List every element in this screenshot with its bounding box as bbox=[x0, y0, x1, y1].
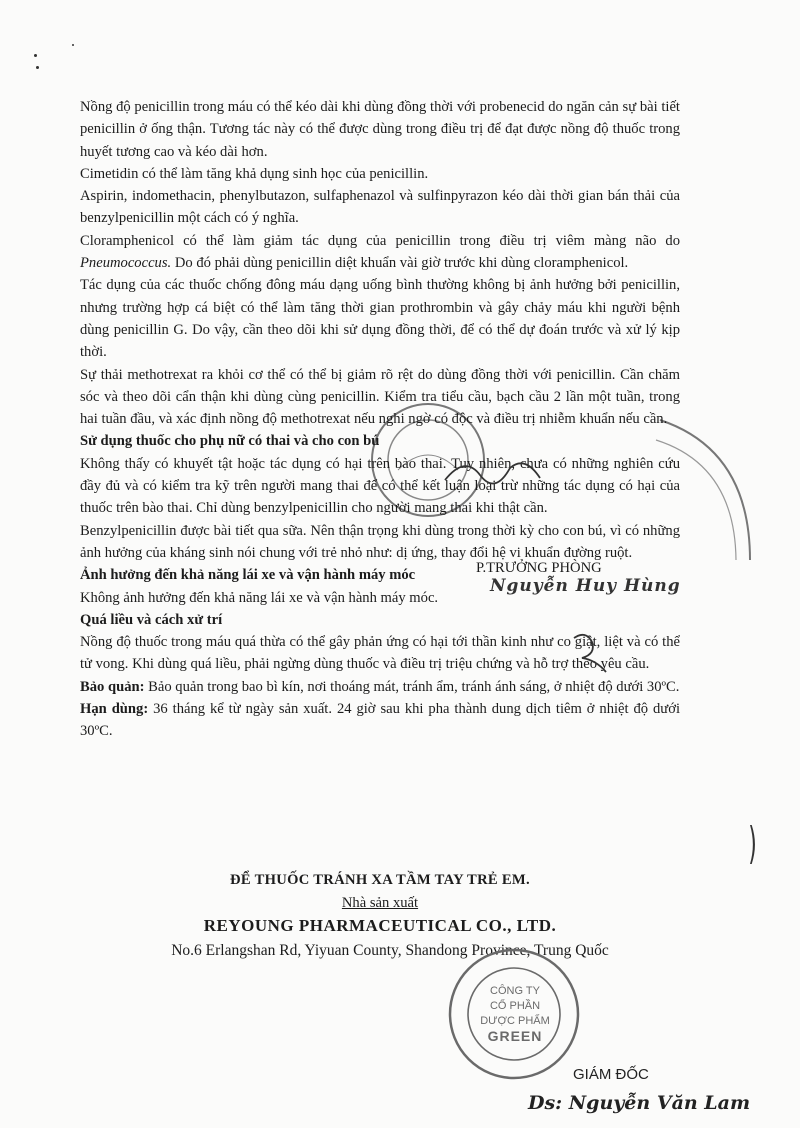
department-title: P.TRƯỞNG PHÒNG bbox=[476, 560, 602, 576]
paragraph-lactation: Benzylpenicillin được bài tiết qua sữa. Nên thận trọng khi dùng trong thời kỳ cho con bú, vì có những ảnh hưởng của kháng sinh nói chung với trẻ nhỏ như: dị ứng, thay đổi hệ vi khuẩn đường ruột. bbox=[80, 522, 680, 561]
paragraph-aspirin: Aspirin, indomethacin, phenylbutazon, sulfaphenazol và sulfinpyrazon kéo dài thời gian bán thải của benzylpenicillin một cách có ý nghĩa. bbox=[80, 188, 680, 227]
stamp-line-2: CỔ PHẦN bbox=[489, 1000, 541, 1012]
stamp-line-1: CÔNG TY bbox=[490, 985, 540, 997]
company-stamp-text bbox=[480, 984, 550, 1044]
manufacturer-label: Nhà sản xuất bbox=[341, 895, 419, 911]
scan-speck bbox=[34, 54, 37, 57]
paragraph-methotrexat: Sự thải methotrexat ra khỏi cơ thể có thể bị giảm rõ rệt do dùng đồng thời với penicillin. Cần chăm sóc và theo dõi cẩn thận khi dùng cùng penicillin. Kiểm tra tiểu cầu, bạch cầu 2 lần một tuần, trong hai tuần đầu, và xác định nồng độ methotrexat nếu nghi ngờ có độc và điều trị nhiễm khuẩn nếu cần. bbox=[80, 366, 680, 428]
pneumococcus-term: Pneumococcus. bbox=[80, 255, 172, 272]
child-warning: ĐỂ THUỐC TRÁNH XA TẦM TAY TRẺ EM. bbox=[230, 872, 530, 888]
storage-label: Bảo quản: bbox=[80, 678, 145, 695]
paragraph-cloramphenicol bbox=[80, 230, 680, 275]
paragraph-probenecid: Nồng độ penicillin trong máu có thể kéo dài khi dùng đồng thời với probenecid do ngăn cản sự bài tiết penicillin ở ống thận. Tương tác này có thể được dùng trong điều trị để đạt được nồng độ thuốc trong huyết tương cao và kéo dài hơn. bbox=[80, 99, 680, 160]
signature-scribble-icon bbox=[440, 450, 550, 500]
paragraph-storage bbox=[80, 676, 680, 698]
heading-overdose: Quá liều và cách xử trí bbox=[80, 611, 223, 628]
director-name: Ds: Nguyễn Văn Lam bbox=[528, 1092, 751, 1114]
heading-pregnancy: Sử dụng thuốc cho phụ nữ có thai và cho con bú bbox=[80, 433, 380, 450]
paragraph-overdose: Nồng độ thuốc trong máu quá thừa có thể gây phản ứng có hại tới thần kinh như co giật, liệt và có thể tử vong. Khi dùng quá liều, phải ngừng dùng thuốc và điều trị triệu chứng và hỗ trợ theo yêu cầu. bbox=[80, 634, 680, 673]
paragraph-cimetidin: Cimetidin có thể làm tăng khả dụng sinh học của penicillin. bbox=[80, 165, 429, 182]
scan-speck bbox=[36, 66, 39, 69]
scan-speck bbox=[72, 44, 74, 46]
manufacturer-address: No.6 Erlangshan Rd, Yiyuan County, Shandong Province, Trung Quốc bbox=[171, 942, 609, 959]
department-signature: Nguyễn Huy Hùng bbox=[490, 576, 681, 596]
heading-driving: Ảnh hưởng đến khả năng lái xe và vận hành máy móc bbox=[80, 567, 416, 584]
director-title: GIÁM ĐỐC bbox=[573, 1066, 649, 1083]
paragraph-anticoagulant: Tác dụng của các thuốc chống đông máu dạng uống bình thường không bị ảnh hưởng bởi penicillin, nhưng trường hợp cá biệt có thể làm tăng thời gian prothrombin và gây chảy máu khi người bệnh dùng penicillin G. Do vậy, cần theo dõi khi sử dụng đồng thời, để có thể dự đoán trước và xử lý kịp thời. bbox=[80, 277, 680, 361]
manufacturer-name: REYOUNG PHARMACEUTICAL CO., LTD. bbox=[203, 916, 557, 935]
paragraph-driving: Không ảnh hưởng đến khả năng lái xe và vận hành máy móc. bbox=[80, 589, 439, 606]
paragraph-expiry bbox=[80, 698, 680, 743]
expiry-text: 36 tháng kể từ ngày sản xuất. 24 giờ sau khi pha thành dung dịch tiêm ở nhiệt độ dưới 30ºC. bbox=[80, 701, 680, 740]
cloramphenicol-advice: Do đó phải dùng penicillin diệt khuẩn vài giờ trước khi dùng cloramphenicol. bbox=[174, 255, 629, 272]
paragraph-pregnancy: Không thấy có khuyết tật hoặc tác dụng có hại trên bào thai. Tuy nhiên, chưa có những nghiên cứu đầy đủ và có kiểm tra kỹ trên người mang thai để có thể kết luận loại trừ những tác dụng có hại của thuốc trên bào thai. Chỉ dùng benzylpenicillin cho người mang thai khi thật cần. bbox=[80, 455, 680, 517]
stamp-line-4: GREEN bbox=[487, 1028, 543, 1044]
storage-text: Bảo quản trong bao bì kín, nơi thoáng mát, tránh ẩm, tránh ánh sáng, ở nhiệt độ dưới 30ºC. bbox=[144, 678, 680, 695]
expiry-label: Hạn dùng: bbox=[80, 701, 149, 718]
stamp-line-3: DƯỢC PHẨM bbox=[480, 1015, 550, 1027]
cloramphenicol-text: Cloramphenicol có thể làm giảm tác dụng của penicillin trong điều trị viêm màng não do bbox=[80, 232, 680, 249]
margin-bracket: ) bbox=[748, 818, 757, 869]
initial-signature-icon bbox=[566, 628, 616, 678]
